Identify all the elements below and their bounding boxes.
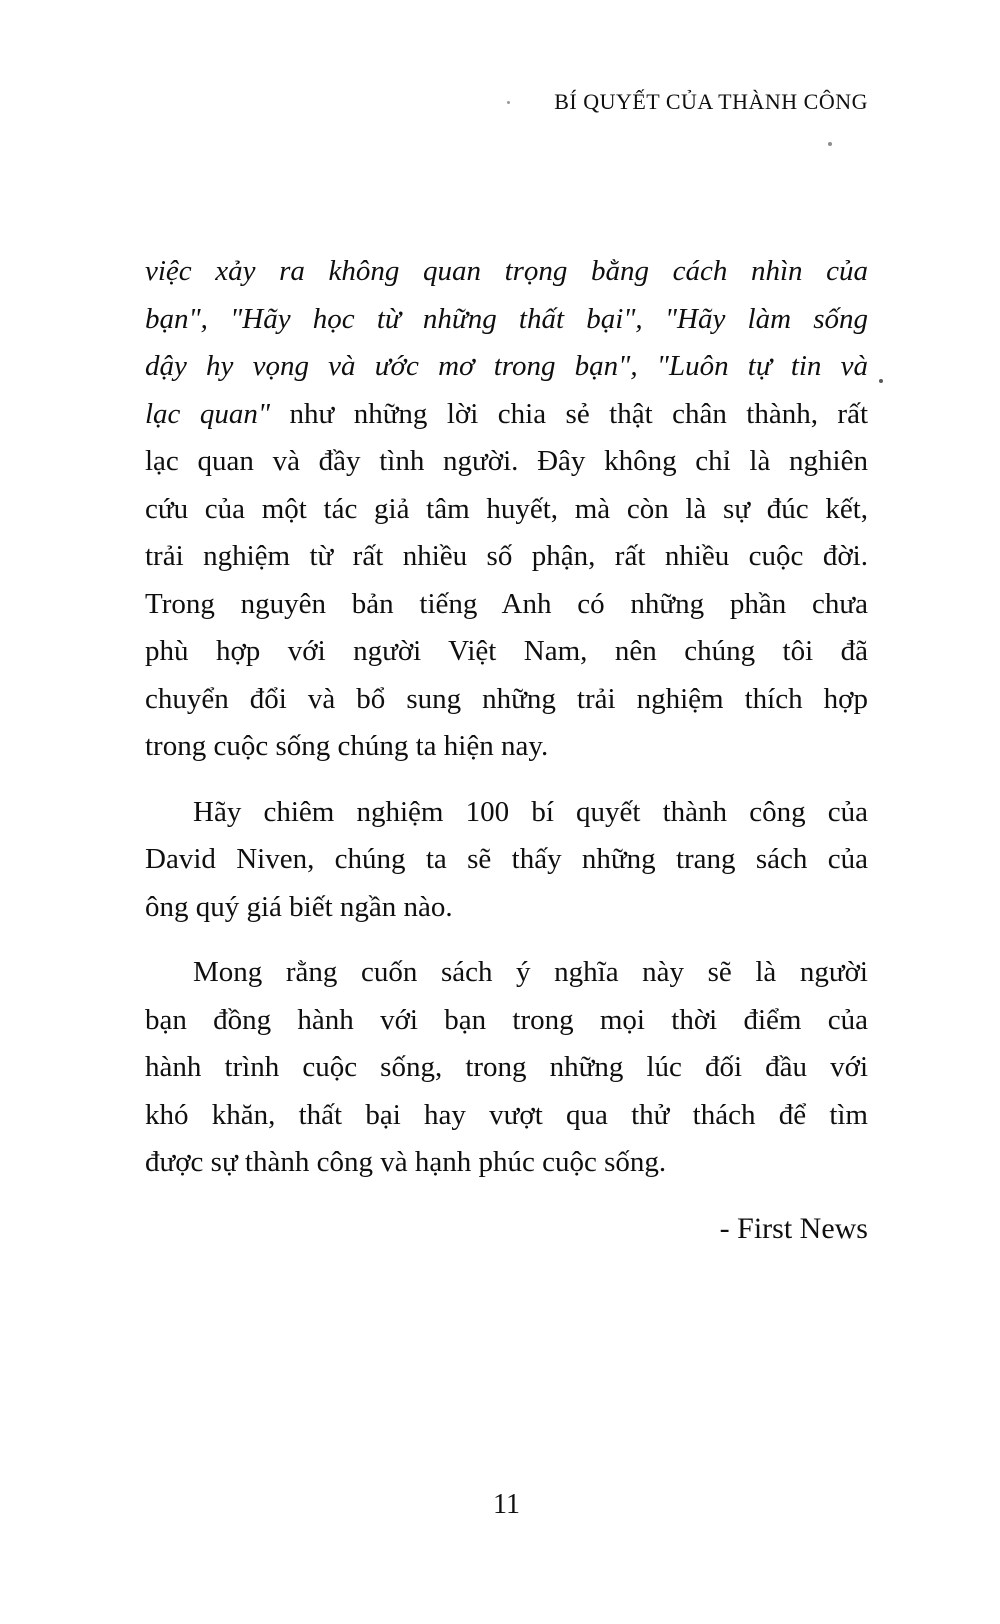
text-line: David Niven, chúng ta sẽ thấy những trang sách của xyxy=(145,843,868,875)
paragraph-3 xyxy=(145,949,868,1187)
text-line: việc xảy ra không quan trọng bằng cách nhìn của xyxy=(145,255,868,287)
body-text xyxy=(145,248,868,1252)
text-line: khó khăn, thất bại hay vượt qua thử thách để tìm xyxy=(145,1098,868,1131)
scan-speck xyxy=(828,142,832,146)
text-line: trong cuộc sống chúng ta hiện nay. xyxy=(145,730,549,762)
running-head-title: BÍ QUYẾT CỦA THÀNH CÔNG xyxy=(554,89,868,114)
text-line: ông quý giá biết ngần nào. xyxy=(145,890,453,923)
text-line: được sự thành công và hạnh phúc cuộc sống. xyxy=(145,1146,667,1178)
text-line: cứu của một tác giả tâm huyết, mà còn là sự đúc kết, xyxy=(145,492,868,525)
text-line xyxy=(145,391,868,439)
paragraph-1 xyxy=(145,248,868,771)
text-line: bạn", "Hãy học từ những thất bại", "Hãy làm sống xyxy=(145,302,868,335)
italic-quote-text: lạc quan" xyxy=(145,397,271,430)
page-number: 11 xyxy=(493,1489,520,1520)
text-line: bạn đồng hành với bạn trong mọi thời điểm của xyxy=(145,1003,868,1036)
text-line: dậy hy vọng và ước mơ trong bạn", "Luôn tự tin và xyxy=(145,350,868,382)
signature: - First News xyxy=(719,1211,868,1245)
text-line: trải nghiệm từ rất nhiều số phận, rất nhiều cuộc đời. xyxy=(145,540,868,572)
text-line: Hãy chiêm nghiệm 100 bí quyết thành công của xyxy=(193,795,868,828)
text-line: Trong nguyên bản tiếng Anh có những phần chưa xyxy=(145,587,868,620)
paragraph-2 xyxy=(145,789,868,932)
text-line: hành trình cuộc sống, trong những lúc đối đầu với xyxy=(145,1051,868,1083)
regular-text: như những lời chia sẻ thật chân thành, rất xyxy=(289,397,869,430)
text-line: phù hợp với người Việt Nam, nên chúng tôi đã xyxy=(145,635,868,667)
text-line: Mong rằng cuốn sách ý nghĩa này sẽ là người xyxy=(193,956,868,988)
scan-speck xyxy=(507,101,510,104)
text-line: lạc quan và đầy tình người. Đây không chỉ là nghiên xyxy=(145,445,868,477)
scan-speck xyxy=(879,379,883,383)
text-line: chuyển đổi và bổ sung những trải nghiệm thích hợp xyxy=(145,682,868,715)
